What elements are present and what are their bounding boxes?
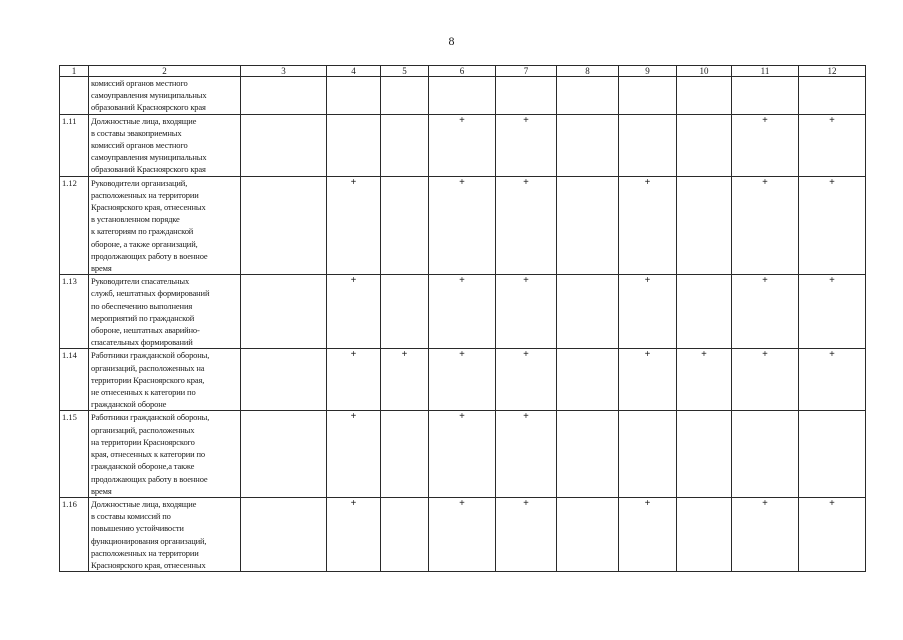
plus-mark: +	[762, 114, 768, 126]
plus-mark: +	[350, 275, 357, 287]
mark-cell-col-8	[557, 349, 619, 411]
mark-cell-col-9	[619, 176, 677, 275]
description-line: Работники гражданской обороны,	[91, 350, 210, 361]
table-row	[60, 275, 866, 349]
plus-mark: +	[459, 349, 465, 361]
description-line: в составы комиссий по	[91, 511, 171, 522]
table-row	[60, 411, 866, 497]
description-line: обороне, нештатных аварийно-	[91, 325, 200, 336]
plus-mark: +	[523, 411, 529, 423]
description-line: обороне, а также организаций,	[91, 238, 198, 249]
description-line: функционирования организаций,	[91, 535, 207, 546]
plus-mark: +	[829, 114, 835, 126]
mark-cell-col-12	[799, 497, 866, 571]
row-number: 1.15	[60, 411, 89, 497]
table-row	[60, 497, 866, 571]
plus-mark: +	[523, 497, 529, 509]
mark-cell-col-5	[381, 275, 429, 349]
description-line: не отнесенных к категории по	[91, 387, 196, 398]
mark-cell-col-12	[799, 275, 866, 349]
row-description	[89, 349, 241, 411]
column-header-5: 5	[381, 66, 429, 77]
plus-mark: +	[459, 114, 465, 126]
description-line: расположенных на территории	[91, 547, 199, 558]
table-row	[60, 114, 866, 176]
description-line: Красноярского края, отнесенных	[91, 559, 206, 570]
mark-cell-col-3	[241, 275, 327, 349]
description-line: Должностные лица, входящие	[91, 498, 197, 509]
description-line: повышению устойчивости	[91, 523, 184, 534]
description-line: Руководители организаций,	[91, 177, 188, 188]
description-line: комиссий органов местного	[91, 140, 188, 151]
mark-cell-col-3	[241, 77, 327, 115]
mark-cell-col-10	[677, 497, 732, 571]
page-number: 8	[448, 34, 455, 48]
row-description	[89, 275, 241, 349]
plus-mark: +	[459, 411, 465, 423]
description-line: спасательных формирований	[91, 337, 193, 348]
mark-cell-col-5	[381, 497, 429, 571]
mark-cell-col-3	[241, 349, 327, 411]
description-line: образований Красноярского края	[91, 164, 206, 175]
mark-cell-col-7	[496, 114, 557, 176]
mark-cell-col-5	[381, 77, 429, 115]
plus-mark: +	[350, 349, 357, 361]
mark-cell-col-12	[799, 176, 866, 275]
column-header-10: 10	[677, 66, 732, 77]
data-table	[59, 65, 866, 572]
row-number: 1.13	[60, 275, 89, 349]
mark-cell-col-12	[799, 114, 866, 176]
row-description	[89, 114, 241, 176]
description-line: время	[91, 485, 112, 496]
table-row	[60, 349, 866, 411]
mark-cell-col-4	[327, 114, 381, 176]
description-line: организаций, расположенных на	[91, 362, 205, 373]
mark-cell-col-11	[732, 275, 799, 349]
description-line: комиссий органов местного	[91, 78, 188, 88]
plus-mark: +	[644, 497, 651, 509]
mark-cell-col-8	[557, 411, 619, 497]
row-number	[60, 77, 89, 115]
plus-mark: +	[523, 114, 529, 126]
description-line: в установленном порядке	[91, 214, 180, 225]
plus-mark: +	[762, 349, 768, 361]
column-header-11: 11	[732, 66, 799, 77]
mark-cell-col-6	[429, 275, 496, 349]
row-number: 1.11	[60, 114, 89, 176]
mark-cell-col-8	[557, 497, 619, 571]
row-description	[89, 497, 241, 571]
description-line: гражданской обороне	[91, 399, 167, 410]
plus-mark: +	[829, 176, 835, 188]
mark-cell-col-5	[381, 349, 429, 411]
row-description	[89, 77, 241, 115]
mark-cell-col-7	[496, 497, 557, 571]
mark-cell-col-6	[429, 349, 496, 411]
row-number: 1.14	[60, 349, 89, 411]
mark-cell-col-11	[732, 77, 799, 115]
description-line: продолжающих работу в военное	[91, 473, 208, 484]
mark-cell-col-6	[429, 77, 496, 115]
mark-cell-col-10	[677, 114, 732, 176]
plus-mark: +	[644, 349, 651, 361]
column-header-6: 6	[429, 66, 496, 77]
mark-cell-col-4	[327, 349, 381, 411]
mark-cell-col-3	[241, 411, 327, 497]
description-line: на территории Красноярского	[91, 436, 195, 447]
plus-mark: +	[829, 275, 835, 287]
column-header-4: 4	[327, 66, 381, 77]
mark-cell-col-8	[557, 275, 619, 349]
mark-cell-col-12	[799, 349, 866, 411]
description-line: по обеспечению выполнения	[91, 300, 193, 311]
description-line: мероприятий по гражданской	[91, 312, 195, 323]
mark-cell-col-11	[732, 114, 799, 176]
mark-cell-col-11	[732, 176, 799, 275]
plus-mark: +	[459, 176, 465, 188]
plus-mark: +	[762, 275, 768, 287]
mark-cell-col-4	[327, 497, 381, 571]
mark-cell-col-9	[619, 411, 677, 497]
plus-mark: +	[644, 176, 651, 188]
description-line: в составы эвакоприемных	[91, 127, 182, 138]
mark-cell-col-12	[799, 77, 866, 115]
description-line: расположенных на территории	[91, 189, 199, 200]
table-row	[60, 77, 866, 115]
mark-cell-col-9	[619, 349, 677, 411]
plus-mark: +	[829, 349, 835, 361]
mark-cell-col-5	[381, 411, 429, 497]
mark-cell-col-9	[619, 275, 677, 349]
description-line: к категориям по гражданской	[91, 226, 194, 237]
mark-cell-col-7	[496, 349, 557, 411]
mark-cell-col-10	[677, 176, 732, 275]
mark-cell-col-11	[732, 411, 799, 497]
description-line: Работники гражданской обороны,	[91, 412, 210, 423]
mark-cell-col-5	[381, 114, 429, 176]
description-line: образований Красноярского края	[91, 102, 206, 113]
column-header-1: 1	[60, 66, 89, 77]
mark-cell-col-8	[557, 176, 619, 275]
mark-cell-col-7	[496, 411, 557, 497]
row-description	[89, 176, 241, 275]
table-body	[60, 77, 866, 572]
mark-cell-col-3	[241, 114, 327, 176]
mark-cell-col-6	[429, 176, 496, 275]
mark-cell-col-6	[429, 114, 496, 176]
mark-cell-col-7	[496, 275, 557, 349]
mark-cell-col-9	[619, 77, 677, 115]
column-header-9: 9	[619, 66, 677, 77]
mark-cell-col-4	[327, 176, 381, 275]
plus-mark: +	[523, 176, 529, 188]
description-line: Должностные лица, входящие	[91, 115, 197, 126]
mark-cell-col-4	[327, 77, 381, 115]
mark-cell-col-12	[799, 411, 866, 497]
plus-mark: +	[350, 176, 357, 188]
plus-mark: +	[701, 349, 707, 361]
plus-mark: +	[350, 411, 357, 423]
mark-cell-col-8	[557, 77, 619, 115]
mark-cell-col-3	[241, 497, 327, 571]
table-row	[60, 176, 866, 275]
plus-mark: +	[644, 275, 651, 287]
plus-mark: +	[459, 497, 465, 509]
row-description	[89, 411, 241, 497]
plus-mark: +	[829, 497, 835, 509]
plus-mark: +	[523, 275, 529, 287]
description-line: края, отнесенных к категории по	[91, 449, 205, 460]
mark-cell-col-9	[619, 114, 677, 176]
description-line: гражданской обороне,а также	[91, 461, 195, 472]
mark-cell-col-6	[429, 411, 496, 497]
description-line: служб, нештатных формирований	[91, 288, 210, 299]
mark-cell-col-6	[429, 497, 496, 571]
description-line: продолжающих работу в военное	[91, 250, 208, 261]
description-line: Руководители спасательных	[91, 276, 190, 287]
description-line: Красноярского края, отнесенных	[91, 202, 206, 213]
column-header-3: 3	[241, 66, 327, 77]
mark-cell-col-8	[557, 114, 619, 176]
description-line: самоуправления муниципальных	[91, 152, 207, 163]
mark-cell-col-10	[677, 411, 732, 497]
mark-cell-col-7	[496, 176, 557, 275]
description-line: самоуправления муниципальных	[91, 90, 207, 101]
mark-cell-col-10	[677, 349, 732, 411]
row-number: 1.12	[60, 176, 89, 275]
column-header-7: 7	[496, 66, 557, 77]
table-header-row	[60, 66, 866, 77]
mark-cell-col-11	[732, 497, 799, 571]
description-line: организаций, расположенных	[91, 424, 195, 435]
mark-cell-col-7	[496, 77, 557, 115]
plus-mark: +	[401, 349, 408, 361]
column-header-8: 8	[557, 66, 619, 77]
plus-mark: +	[762, 497, 768, 509]
plus-mark: +	[523, 349, 529, 361]
mark-cell-col-4	[327, 411, 381, 497]
plus-mark: +	[350, 497, 357, 509]
column-header-2: 2	[89, 66, 241, 77]
mark-cell-col-5	[381, 176, 429, 275]
mark-cell-col-9	[619, 497, 677, 571]
mark-cell-col-10	[677, 275, 732, 349]
description-line: территории Красноярского края,	[91, 374, 205, 385]
mark-cell-col-10	[677, 77, 732, 115]
plus-mark: +	[762, 176, 768, 188]
plus-mark: +	[459, 275, 465, 287]
column-header-12: 12	[799, 66, 866, 77]
mark-cell-col-4	[327, 275, 381, 349]
description-line: время	[91, 263, 112, 274]
row-number: 1.16	[60, 497, 89, 571]
mark-cell-col-11	[732, 349, 799, 411]
mark-cell-col-3	[241, 176, 327, 275]
